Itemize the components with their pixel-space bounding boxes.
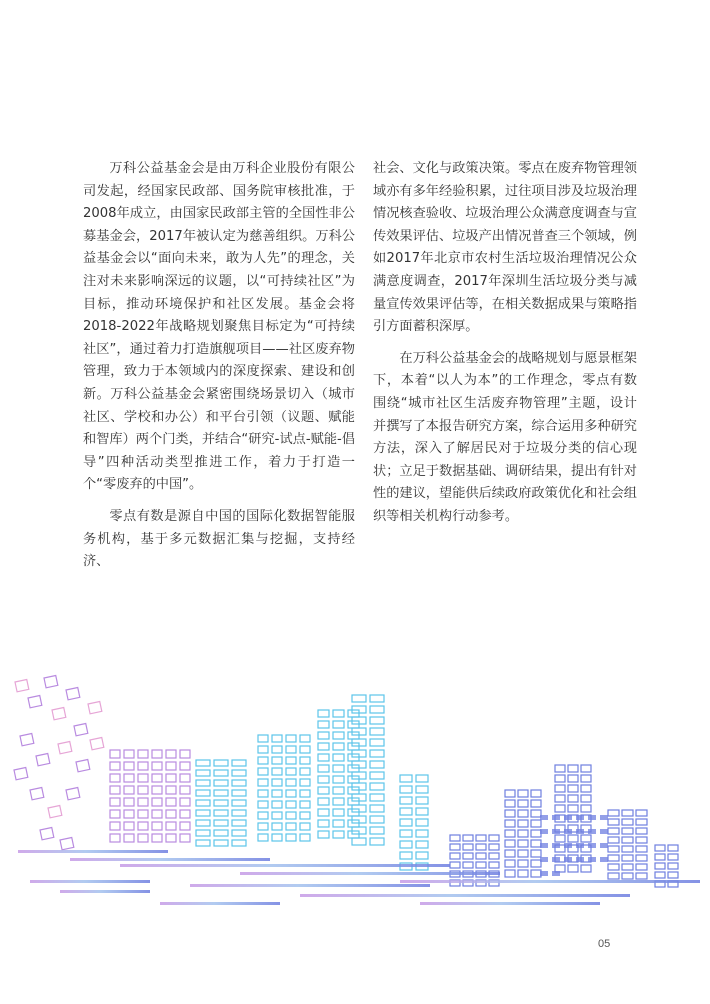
paragraph-report-purpose: 在万科公益基金会的战略规划与愿景框架下，本着“以人为本”的工作理念，零点有数围绕“城市社区生活废弃物管理”主题，设计并撰写了本报告研究方案，综合运用多种研究方法，深入了解居民对于垃圾分类的信心现状；立足于数据基础、调研结果，提出有针对性的建议，望能供后续政府政策优化和社会组织等相关机构行动参考。 bbox=[373, 350, 637, 524]
paragraph-lingdian-intro: 零点有数是源自中国的国际化数据智能服务机构，基于多元数据汇集与挖掘，支持经济、 bbox=[83, 508, 355, 570]
text-column-left bbox=[83, 158, 355, 583]
city-skyline-icon bbox=[0, 640, 710, 940]
text-column-right bbox=[373, 158, 637, 538]
page-number: 05 bbox=[598, 938, 611, 950]
paragraph-lingdian-continued: 社会、文化与政策决策。零点在废弃物管理领域亦有多年经验积累，过往项目涉及垃圾治理情况核查验收、垃圾治理公众满意度调查与宣传效果评估、垃圾产出情况普查三个领域，例如2017年北京市农村生活垃圾治理情况公众满意度调查，2017年深圳生活垃圾分类与减量宣传效果评估等，在相关数据成果与策略指引方面蓄积深厚。 bbox=[373, 161, 637, 335]
paragraph-vanke-foundation: 万科公益基金会是由万科企业股份有限公司发起，经国家民政部、国务院审核批准，于2008年成立，由国家民政部主管的全国性非公募基金会，2017年被认定为慈善组织。万科公益基金会以“面向未来，敢为人先”的理念，关注对未来影响深远的议题，以“可持续社区”为目标，推动环境保护和社区发展。基金会将2018-2022年战略规划聚焦目标定为“可持续社区”，通过着力打造旗舰项目——社区废弃物管理，致力于本领域内的深度探索、建设和创新。万科公益基金会紧密围绕场景切入（城市社区、学校和办公）和平台引领（议题、赋能和智库）两个门类，并结合“研究-试点-赋能-倡导”四种活动类型推进工作，着力于打造一个“零废弃的中国”。 bbox=[83, 161, 355, 493]
